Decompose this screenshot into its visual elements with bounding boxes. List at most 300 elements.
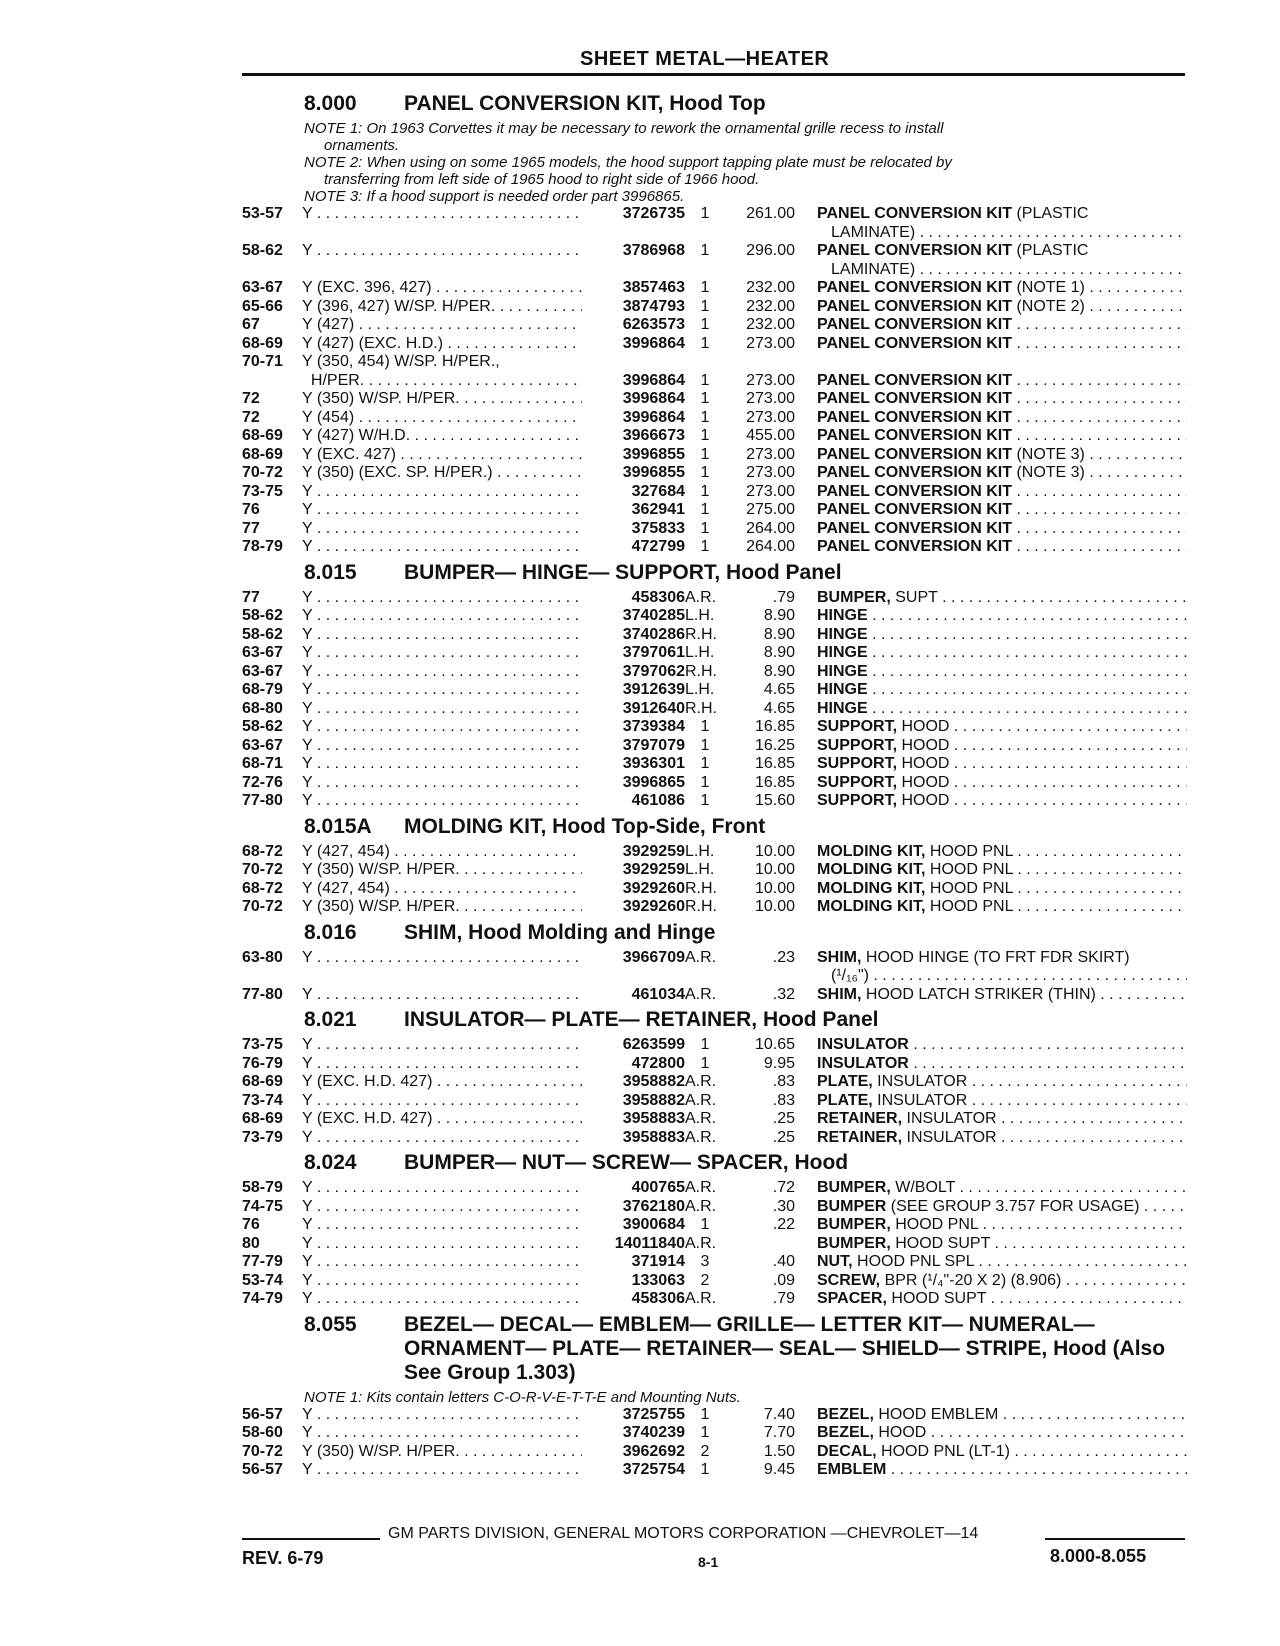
model-years: 77 [242, 588, 260, 606]
application [302, 1424, 582, 1443]
part-number: 3797061 [622, 644, 685, 661]
application [302, 700, 582, 719]
price: 16.85 [754, 718, 795, 735]
description-keyword: PANEL CONVERSION KIT [817, 242, 1012, 259]
table-row [242, 1290, 1187, 1309]
application [302, 446, 582, 465]
description [795, 205, 1187, 242]
price: 232.00 [746, 297, 795, 315]
model-years: 70-71 [242, 353, 283, 370]
description-keyword: PANEL CONVERSION KIT [817, 445, 1012, 463]
table-row [242, 501, 1187, 520]
description-keyword: PLATE, [817, 1091, 873, 1109]
description [795, 353, 1187, 372]
part-number: 371914 [631, 1253, 685, 1270]
description-text: HOOD . . . [901, 792, 1187, 809]
description-text [1016, 390, 1187, 407]
description [795, 607, 1187, 626]
description-text [872, 681, 1187, 698]
price: 16.85 [754, 755, 795, 772]
quantity: R.H. [685, 625, 717, 643]
application [302, 663, 582, 682]
description-line [817, 1461, 1187, 1478]
application-text: Y (EXC. 396, 427) . . . [302, 279, 582, 296]
price: 7.40 [763, 1405, 795, 1423]
application [302, 1443, 582, 1462]
application [302, 644, 582, 663]
description [795, 589, 1187, 608]
part-number: 472800 [631, 1054, 685, 1072]
part-number: 3740239 [622, 1424, 685, 1441]
description [795, 242, 1187, 279]
price: 273.00 [746, 482, 795, 500]
application [302, 242, 582, 279]
description-line [817, 1129, 1187, 1146]
price: 4.65 [763, 681, 795, 698]
model-years: 76-79 [242, 1054, 283, 1072]
price: .32 [772, 985, 795, 1003]
quantity: R.H. [685, 879, 717, 897]
section-title: PANEL CONVERSION KIT, Hood Top [404, 92, 766, 115]
application [302, 316, 582, 335]
description-text [872, 626, 1187, 643]
table-row [242, 626, 1187, 645]
table-row [242, 372, 1187, 391]
application-text: Y . . . [302, 1424, 582, 1441]
note-text: NOTE 1: On 1963 Corvettes it may be necessary to rework the ornamental grille recess to install [304, 120, 944, 137]
description-text: HOOD EMBLEM . . . [878, 1406, 1187, 1423]
price: 1.50 [763, 1442, 795, 1460]
description-line [817, 843, 1187, 860]
part-number: 3966673 [622, 427, 685, 444]
part-number: 3874793 [622, 297, 685, 315]
description-keyword: PANEL CONVERSION KIT [817, 408, 1012, 426]
model-years: 58-62 [242, 718, 283, 735]
description-line [817, 898, 1187, 915]
description [795, 880, 1187, 899]
application-text: Y . . . [302, 626, 582, 643]
section-title: BEZEL— DECAL— EMBLEM— GRILLE— LETTER KIT— NUMERAL— ORNAMENT— PLATE— RETAINER— SEAL— SHIELD— STRIPE, Hood (Also See Group 1.303) [404, 1312, 1166, 1384]
application [302, 589, 582, 608]
application-text: Y . . . [302, 205, 582, 222]
description-keyword: SHIM, [817, 985, 862, 1003]
description-text: INSULATOR . . . [877, 1073, 1187, 1090]
description-keyword: MOLDING KIT, [817, 898, 926, 915]
price: 8.90 [763, 625, 795, 643]
note-text-continued: ornaments. [324, 137, 400, 154]
quantity: 1 [700, 501, 710, 518]
description-keyword: EMBLEM [817, 1461, 887, 1478]
model-years: 77-80 [242, 792, 283, 809]
model-years: 77 [242, 519, 260, 537]
price: 10.65 [754, 1036, 795, 1053]
model-years: 70-72 [242, 464, 283, 481]
description-keyword: BUMPER, [817, 1216, 891, 1233]
price: 273.00 [746, 464, 795, 481]
application-text: Y (427, 454) . . . [302, 880, 582, 897]
price: 264.00 [746, 538, 795, 555]
description-line [817, 1253, 1187, 1270]
quantity: 1 [700, 445, 710, 463]
application [302, 755, 582, 774]
table-row [242, 427, 1187, 446]
description-keyword: PANEL CONVERSION KIT [817, 538, 1012, 555]
price: .83 [772, 1073, 795, 1090]
application [302, 718, 582, 737]
table-row [242, 843, 1187, 862]
model-years: 53-57 [242, 205, 283, 222]
description [795, 298, 1187, 317]
model-years: 58-79 [242, 1179, 283, 1196]
description-keyword: PANEL CONVERSION KIT [817, 464, 1012, 481]
description [795, 774, 1187, 793]
price: .40 [772, 1253, 795, 1270]
application [302, 409, 582, 428]
description [795, 1198, 1187, 1217]
model-years: 58-62 [242, 242, 283, 259]
description-keyword: PANEL CONVERSION KIT [817, 519, 1012, 537]
section-heading [242, 561, 1187, 585]
model-years: 72 [242, 408, 260, 426]
table-row [242, 1073, 1187, 1092]
section-title: INSULATOR— PLATE— RETAINER, Hood Panel [404, 1008, 879, 1031]
description-keyword: SUPPORT, [817, 718, 898, 735]
description-line [817, 205, 1088, 222]
price: .09 [772, 1271, 795, 1289]
model-years: 58-62 [242, 607, 283, 624]
price: 7.70 [763, 1424, 795, 1441]
table-row [242, 298, 1187, 317]
description-text-continued: LAMINATE) . . . [817, 261, 1187, 280]
price: 9.95 [763, 1054, 795, 1072]
application [302, 774, 582, 793]
description [795, 1036, 1187, 1055]
price: 455.00 [746, 427, 795, 444]
part-number: 3762180 [622, 1197, 685, 1215]
description-text: HOOD PNL . . . [930, 861, 1187, 878]
description-line [817, 626, 1187, 643]
description-line [817, 700, 1187, 717]
model-years: 72 [242, 390, 260, 407]
price: 4.65 [763, 699, 795, 717]
description [795, 1461, 1187, 1480]
application-text: Y (396, 427) W/SP. H/PER. . . . [302, 298, 582, 315]
description-keyword: BEZEL, [817, 1405, 874, 1423]
description [795, 718, 1187, 737]
footer-revision: REV. 6-79 [242, 1548, 324, 1568]
footer-rule-left [242, 1538, 380, 1540]
model-years: 63-67 [242, 644, 283, 661]
table-row [242, 538, 1187, 557]
price: 273.00 [746, 445, 795, 463]
section-title: BUMPER— HINGE— SUPPORT, Hood Panel [404, 560, 842, 584]
description [795, 737, 1187, 756]
description [795, 986, 1187, 1005]
description-text: (NOTE 2) . . . [1016, 298, 1187, 315]
description-text [872, 700, 1187, 717]
section-title: BUMPER— NUT— SCREW— SPACER, Hood [404, 1151, 849, 1174]
description-keyword: HINGE [817, 662, 868, 680]
application-text: Y (427) (EXC. H.D.) . . . [302, 335, 582, 352]
part-number: 3912639 [622, 681, 685, 698]
description-line [817, 607, 1187, 624]
description-text: HOOD . . . [901, 737, 1187, 754]
application [302, 1110, 582, 1129]
quantity: 1 [700, 371, 710, 389]
description-line [817, 663, 1187, 680]
description [795, 1406, 1187, 1425]
description-line [817, 1092, 1187, 1109]
description-line [817, 483, 1187, 500]
model-years: 73-75 [242, 1036, 283, 1053]
description-text: HOOD PNL (LT-1) . . . [881, 1443, 1187, 1460]
price: 16.85 [754, 773, 795, 791]
model-years: 67 [242, 316, 260, 333]
table-row [242, 1110, 1187, 1129]
application-text: Y . . . [302, 737, 582, 754]
description-keyword: SUPPORT, [817, 755, 898, 772]
model-years: 63-80 [242, 948, 283, 966]
section-heading [242, 1151, 1187, 1175]
description-line [817, 737, 1187, 754]
description-keyword: MOLDING KIT, [817, 842, 926, 860]
application [302, 1235, 582, 1254]
description-keyword: BUMPER, [817, 588, 891, 606]
price: 10.00 [754, 861, 795, 878]
quantity: 1 [700, 1216, 710, 1233]
model-years: 58-60 [242, 1424, 283, 1441]
table-row [242, 1092, 1187, 1111]
description [795, 843, 1187, 862]
quantity: 1 [700, 519, 710, 537]
description-text: (NOTE 3) . . . [1016, 446, 1187, 463]
part-number: 461034 [631, 985, 685, 1003]
part-number: 3958882 [622, 1073, 685, 1090]
application-text: Y . . . [302, 700, 582, 717]
table-row [242, 644, 1187, 663]
part-number: 3958883 [622, 1128, 685, 1146]
table-row [242, 335, 1187, 354]
description-keyword: RETAINER, [817, 1128, 903, 1146]
description-text: INSULATOR . . . [907, 1129, 1188, 1146]
model-years: 63-67 [242, 662, 283, 680]
description-line [817, 718, 1187, 735]
price: 273.00 [746, 408, 795, 426]
description-keyword: PANEL CONVERSION KIT [817, 371, 1012, 389]
table-row [242, 700, 1187, 719]
description-text: HOOD PNL . . . [930, 898, 1187, 915]
description-line [817, 949, 1130, 966]
part-number: 400765 [631, 1179, 685, 1196]
table-row [242, 949, 1187, 986]
description [795, 501, 1187, 520]
application-text: Y . . . [302, 520, 582, 537]
description-keyword: SHIM, [817, 948, 862, 966]
description-keyword: PANEL CONVERSION KIT [817, 297, 1012, 315]
description-line [817, 1110, 1187, 1127]
quantity: 1 [700, 242, 710, 259]
table-row [242, 1216, 1187, 1235]
model-years: 68-72 [242, 879, 283, 897]
quantity: 1 [700, 755, 710, 772]
application [302, 1216, 582, 1235]
description-line [817, 1235, 1187, 1252]
description-line [817, 242, 1088, 259]
quantity: 1 [700, 390, 710, 407]
description-line [817, 372, 1187, 389]
price: .30 [772, 1197, 795, 1215]
price: .22 [772, 1216, 795, 1233]
model-years: 80 [242, 1234, 260, 1252]
application-text: Y . . . [302, 792, 582, 809]
description-text [872, 663, 1187, 680]
application [302, 843, 582, 862]
part-number: 458306 [631, 1290, 685, 1307]
description-text [1016, 501, 1187, 518]
description [795, 663, 1187, 682]
table-row [242, 446, 1187, 465]
table-row [242, 737, 1187, 756]
quantity: A.R. [685, 948, 717, 966]
quantity: 2 [700, 1442, 710, 1460]
description-text [1016, 538, 1187, 555]
application-text: Y (EXC. 427) . . . [302, 446, 582, 463]
description [795, 316, 1187, 335]
table-row [242, 1253, 1187, 1272]
description [795, 792, 1187, 811]
description-keyword: BUMPER, [817, 1234, 891, 1252]
description-text: (NOTE 1) . . . [1016, 279, 1187, 296]
part-number: 3996865 [622, 773, 685, 791]
description [795, 1290, 1187, 1309]
quantity: A.R. [685, 1110, 717, 1127]
part-number: 3996855 [622, 464, 685, 481]
application-text: H/PER. . . . [302, 372, 582, 389]
section-number: 8.000 [304, 92, 357, 115]
price: 16.25 [754, 736, 795, 754]
description-line [817, 464, 1187, 481]
quantity: A.R. [685, 588, 717, 606]
section-number: 8.015A [304, 814, 372, 838]
note [304, 154, 1187, 188]
description-text-continued: LAMINATE) . . . [817, 224, 1187, 243]
price [725, 353, 795, 372]
price: .72 [772, 1179, 795, 1196]
part-number: 461086 [631, 792, 685, 809]
description-line [817, 427, 1187, 444]
description-line [817, 1073, 1187, 1090]
description-text [1016, 409, 1187, 426]
model-years: 77-79 [242, 1253, 283, 1270]
price: .23 [772, 948, 795, 966]
application-text: Y . . . [302, 681, 582, 698]
description-keyword: PANEL CONVERSION KIT [817, 501, 1012, 518]
table-row [242, 792, 1187, 811]
description-line [817, 1036, 1187, 1053]
description [795, 520, 1187, 539]
application [302, 1092, 582, 1111]
model-years: 68-69 [242, 334, 283, 352]
part-number: 3929260 [622, 879, 685, 897]
quantity: 1 [700, 297, 710, 315]
part-number: 3966709 [622, 948, 685, 966]
model-years: 68-69 [242, 1110, 283, 1127]
quantity: 2 [700, 1271, 710, 1289]
description-keyword: PANEL CONVERSION KIT [817, 205, 1012, 222]
price: 9.45 [763, 1461, 795, 1478]
description [795, 409, 1187, 428]
description-text: W/BOLT . . . [895, 1179, 1187, 1196]
application-text: Y . . . [302, 1055, 582, 1072]
description-keyword: INSULATOR [817, 1054, 909, 1072]
table-row [242, 390, 1187, 409]
description-keyword: HINGE [817, 699, 868, 717]
price: 232.00 [746, 316, 795, 333]
application [302, 626, 582, 645]
description-text: INSULATOR . . . [907, 1110, 1188, 1127]
table-row [242, 409, 1187, 428]
quantity: 1 [700, 334, 710, 352]
table-row [242, 986, 1187, 1005]
application [302, 538, 582, 557]
description [795, 1073, 1187, 1092]
description-line [817, 1272, 1187, 1289]
description-keyword: SCREW, [817, 1271, 881, 1289]
part-number: 3996864 [622, 334, 685, 352]
model-years: 76 [242, 1216, 260, 1233]
price [725, 1235, 795, 1254]
application-text: Y (350) W/SP. H/PER. . . . [302, 390, 582, 407]
description-line [817, 409, 1187, 426]
description-text: HOOD PNL . . . [930, 843, 1187, 860]
section-heading [242, 815, 1187, 839]
part-number: 6263599 [622, 1036, 685, 1053]
model-years: 68-71 [242, 755, 283, 772]
description-text: HOOD PNL SPL . . . [857, 1253, 1187, 1270]
application [302, 1055, 582, 1074]
section-number: 8.021 [304, 1008, 357, 1031]
application [302, 607, 582, 626]
note-text: NOTE 3: If a hood support is needed order part 3996865. [304, 188, 685, 205]
description-line [817, 538, 1187, 555]
description-line [817, 520, 1187, 537]
price: .25 [772, 1110, 795, 1127]
application [302, 986, 582, 1005]
description-line [817, 446, 1187, 463]
price: 273.00 [746, 334, 795, 352]
model-years: 68-80 [242, 699, 283, 717]
header-rule [242, 73, 1185, 76]
quantity: 1 [700, 279, 710, 296]
model-years: 68-79 [242, 681, 283, 698]
quantity: A.R. [685, 1073, 717, 1090]
note-text: NOTE 1: Kits contain letters C-O-R-V-E-T-T-E and Mounting Nuts. [304, 1388, 741, 1406]
description [795, 1424, 1187, 1443]
note [304, 120, 1187, 154]
footer-rule-right [1045, 1538, 1185, 1540]
description [795, 861, 1187, 880]
description [795, 681, 1187, 700]
description-text: HOOD HINGE (TO FRT FDR SKIRT) [865, 948, 1130, 966]
model-years: 68-69 [242, 445, 283, 463]
description-text [891, 1461, 1187, 1478]
application [302, 1129, 582, 1148]
application [302, 898, 582, 917]
description [795, 1092, 1187, 1111]
table-row [242, 589, 1187, 608]
application [302, 861, 582, 880]
part-number: 3797062 [622, 662, 685, 680]
